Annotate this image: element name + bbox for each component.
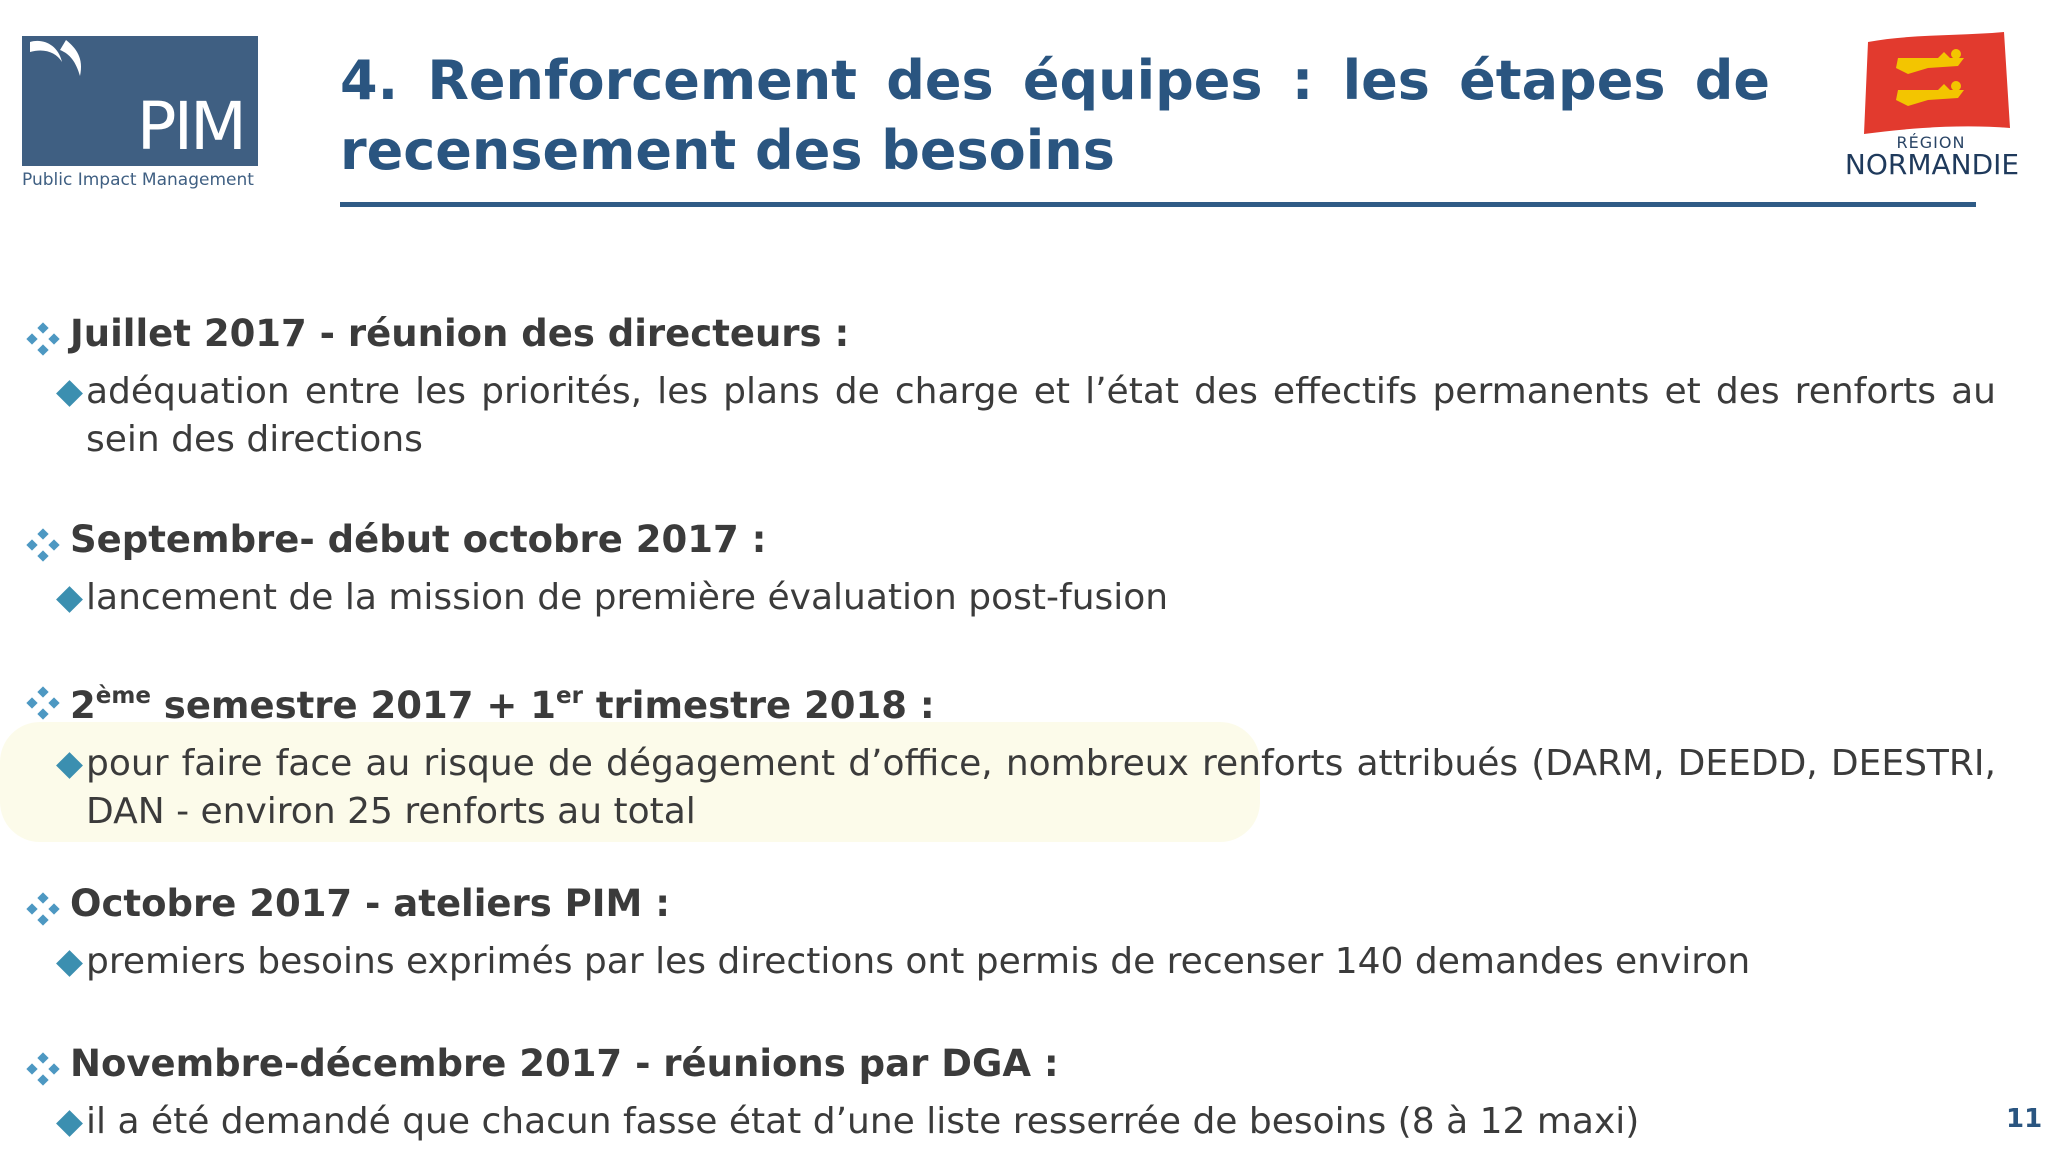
list-item (26, 938, 1996, 986)
heading-part: trimestre 2018 : (582, 684, 935, 728)
section-heading-text: Juillet 2017 - réunion des directeurs : (70, 312, 850, 355)
section-heading-text: Novembre-décembre 2017 - réunions par DGA : (70, 1042, 1059, 1085)
list-item-text: pour faire face au risque de dégagement d’office, nombreux renforts attribués (DARM, DEEDD, DEESTRI, DAN - environ 25 renforts au total (86, 743, 1996, 833)
section-heading (26, 878, 2026, 930)
section-novembre (26, 1038, 2026, 1146)
page-number: 11 (2006, 1104, 2043, 1134)
section-septembre (26, 514, 2026, 622)
region-label: RÉGION (1896, 133, 1966, 152)
section-heading (26, 308, 2026, 360)
section-heading (26, 672, 2026, 732)
diamond-icon (56, 950, 83, 977)
list-item (26, 1098, 1996, 1146)
list-item-text: adéquation entre les priorités, les plans de charge et l’état des effectifs permanents et des renforts au sein des directions (86, 371, 1996, 460)
section-heading-text (70, 684, 935, 727)
heading-part: semestre 2017 + 1 (150, 684, 556, 728)
section-heading-text: Septembre- début octobre 2017 : (70, 518, 767, 561)
four-diamond-icon (26, 528, 60, 562)
region-normandie-logo (1838, 30, 2038, 200)
section-heading (26, 514, 2026, 566)
four-diamond-icon (26, 322, 60, 356)
title-divider (340, 202, 1976, 207)
diamond-icon (56, 1110, 83, 1137)
four-diamond-icon (26, 1052, 60, 1086)
list-item-text: premiers besoins exprimés par les directions ont permis de recenser 140 demandes environ (86, 941, 1751, 982)
heading-superscript: er (556, 683, 583, 709)
four-diamond-icon (26, 686, 60, 720)
pim-tagline: Public Impact Management (22, 170, 254, 190)
list-item (26, 368, 1996, 464)
section-heading-text: Octobre 2017 - ateliers PIM : (70, 882, 671, 925)
heading-part: 2 (70, 684, 96, 728)
section-octobre (26, 878, 2026, 986)
section-heading (26, 1038, 2026, 1090)
section-semestre (26, 672, 2026, 836)
four-diamond-icon (26, 892, 60, 926)
diamond-icon (56, 586, 83, 613)
swoosh-icon (22, 36, 112, 96)
normandie-label: NORMANDIE (1844, 148, 2020, 181)
diamond-icon (56, 752, 83, 779)
list-item (26, 574, 1996, 622)
diamond-icon (56, 380, 83, 407)
pim-logo-text: PIM (136, 88, 244, 165)
list-item-text: lancement de la mission de première évaluation post-fusion (86, 577, 1169, 618)
section-juillet (26, 308, 2026, 464)
page-title: 4. Renforcement des équipes : les étapes de recensement des besoins (340, 49, 1770, 182)
list-item-text: il a été demandé que chacun fasse état d’une liste resserrée de besoins (8 à 12 maxi) (86, 1101, 1640, 1142)
pim-logo (22, 36, 258, 166)
list-item (26, 740, 1996, 836)
normandy-flag-icon (1860, 30, 2010, 134)
heading-superscript: ème (95, 683, 151, 709)
